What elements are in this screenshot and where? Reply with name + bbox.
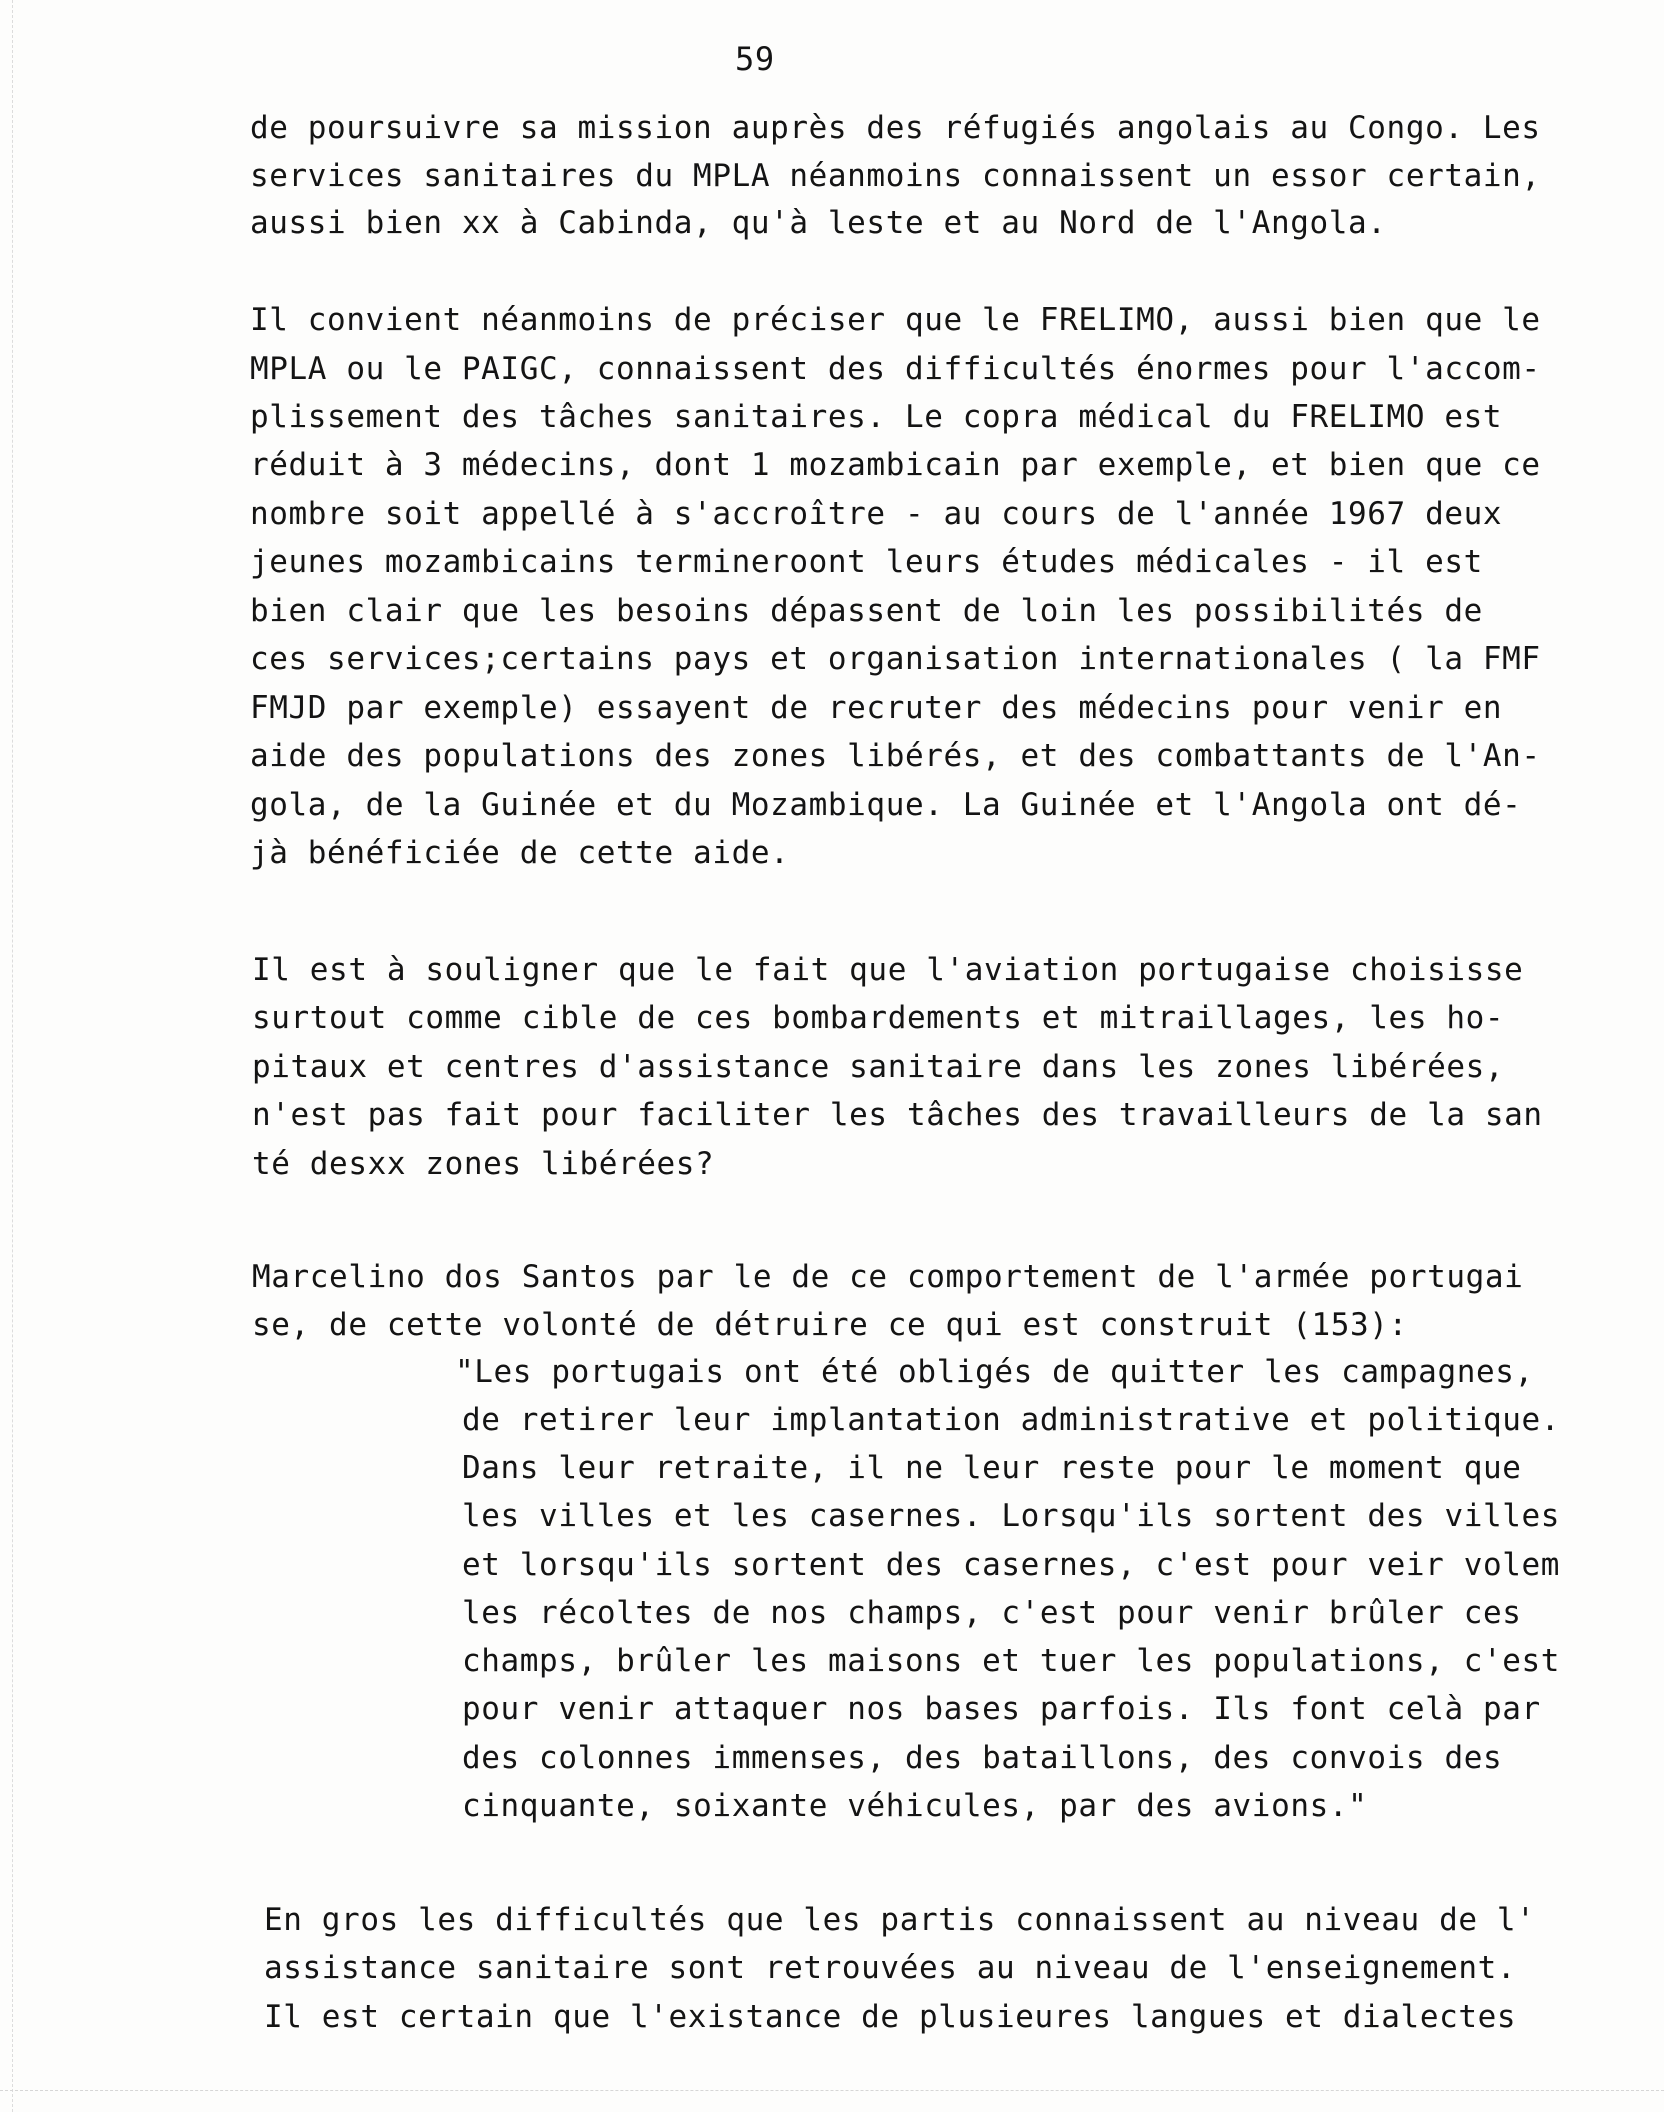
text-line: FMJD par exemple) essayent de recruter des médecins pour venir en: [250, 690, 1503, 726]
scan-bottom-mark: [0, 2090, 1664, 2092]
text-line: de poursuivre sa mission auprès des réfugiés angolais au Congo. Les: [250, 110, 1541, 146]
scan-edge-mark: [12, 0, 14, 2112]
text-line: plissement des tâches sanitaires. Le copra médical du FRELIMO est: [250, 399, 1503, 435]
text-line: réduit à 3 médecins, dont 1 mozambicain par exemple, et bien que ce: [250, 447, 1541, 483]
quote-line: les récoltes de nos champs, c'est pour venir brûler ces: [462, 1595, 1522, 1631]
text-line: Il est à souligner que le fait que l'aviation portugaise choisisse: [252, 952, 1524, 988]
quote-line: pour venir attaquer nos bases parfois. Ils font celà par: [462, 1691, 1541, 1727]
quote-line: champs, brûler les maisons et tuer les populations, c'est: [462, 1643, 1561, 1679]
quote-line: des colonnes immenses, des bataillons, des convois des: [462, 1740, 1503, 1776]
text-line: n'est pas fait pour faciliter les tâches des travailleurs de la san: [252, 1097, 1543, 1133]
text-line: jeunes mozambicains termineroont leurs études médicales - il est: [250, 544, 1483, 580]
text-line: se, de cette volonté de détruire ce qui est construit (153):: [252, 1307, 1408, 1343]
text-line: En gros les difficultés que les partis connaissent au niveau de l': [264, 1902, 1536, 1938]
text-line: Il est certain que l'existance de plusieures langues et dialectes: [264, 1999, 1517, 2035]
text-line: Il convient néanmoins de préciser que le FRELIMO, aussi bien que le: [250, 302, 1541, 338]
text-line: assistance sanitaire sont retrouvées au niveau de l'enseignement.: [264, 1950, 1517, 1986]
text-line: té desxx zones libérées?: [252, 1146, 715, 1182]
quote-line: de retirer leur implantation administrative et politique.: [462, 1402, 1561, 1438]
text-line: MPLA ou le PAIGC, connaissent des difficultés énormes pour l'accom-: [250, 351, 1541, 387]
text-line: pitaux et centres d'assistance sanitaire dans les zones libérées,: [252, 1049, 1505, 1085]
quote-line: et lorsqu'ils sortent des casernes, c'est pour veir volem: [462, 1547, 1561, 1583]
text-line: aussi bien xx à Cabinda, qu'à leste et au Nord de l'Angola.: [250, 205, 1387, 241]
text-line: aide des populations des zones libérés, et des combattants de l'An-: [250, 738, 1541, 774]
text-line: jà bénéficiée de cette aide.: [250, 835, 790, 871]
quote-line: cinquante, soixante véhicules, par des avions.": [462, 1788, 1368, 1824]
text-line: surtout comme cible de ces bombardements et mitraillages, les ho-: [252, 1000, 1505, 1036]
quote-line: les villes et les casernes. Lorsqu'ils sortent des villes: [462, 1498, 1561, 1534]
quote-line: "Les portugais ont été obligés de quitter les campagnes,: [455, 1354, 1534, 1390]
text-line: services sanitaires du MPLA néanmoins connaissent un essor certain,: [250, 158, 1541, 194]
text-line: ces services;certains pays et organisation internationales ( la FMF: [250, 641, 1541, 677]
text-line: bien clair que les besoins dépassent de loin les possibilités de: [250, 593, 1483, 629]
page-number: 59: [735, 40, 775, 78]
text-line: nombre soit appellé à s'accroître - au cours de l'année 1967 deux: [250, 496, 1503, 532]
quote-line: Dans leur retraite, il ne leur reste pour le moment que: [462, 1450, 1522, 1486]
text-line: gola, de la Guinée et du Mozambique. La Guinée et l'Angola ont dé-: [250, 787, 1522, 823]
text-line: Marcelino dos Santos par le de ce comportement de l'armée portugai: [252, 1259, 1524, 1295]
